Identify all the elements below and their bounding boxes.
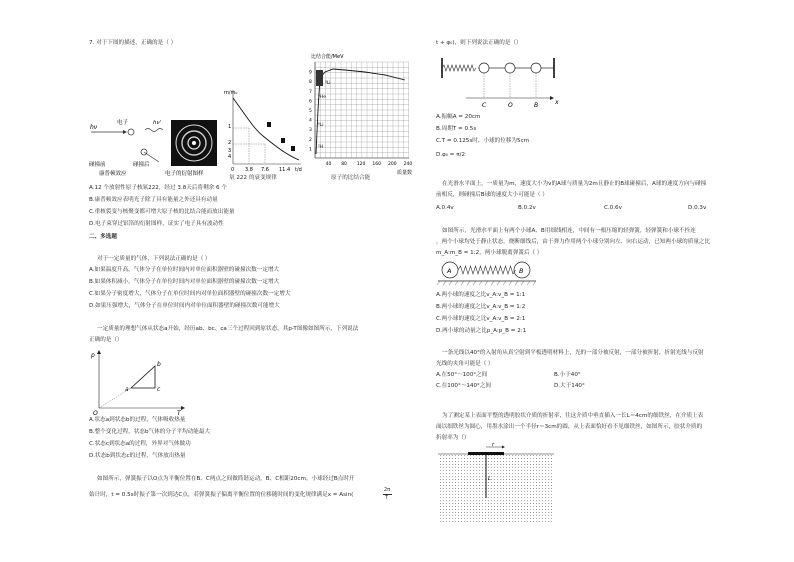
- q11-line1: 在光滑水平面上，一质量为m，速度大小为v的A球与质量为2m且静止的B球碰撞后，A球的速度方向与碰撞: [442, 181, 707, 187]
- medium-block: [438, 454, 554, 524]
- be-xtick-label: 200: [388, 162, 397, 167]
- ball-o: [505, 63, 515, 73]
- ball-c: [479, 63, 489, 73]
- decay-curve: [233, 98, 299, 160]
- x-label: t/d: [295, 167, 302, 173]
- y-tick-4: 4: [228, 154, 232, 160]
- x-tick-0: 0: [231, 167, 235, 173]
- y-tick-3: 3: [228, 148, 232, 154]
- label-before: 碰撞前: [89, 162, 106, 168]
- be-ytick-label: 9: [309, 70, 312, 76]
- y-tick-2: 2: [228, 140, 232, 146]
- be-ytick-label: 7: [309, 89, 312, 95]
- q7-option-d: D.电子束穿过铝箔的衍射图样，证实了电子具有波动性: [89, 221, 224, 227]
- be-xtick-label: 80: [341, 162, 347, 167]
- be-label-li8: ⁸Li: [325, 81, 331, 86]
- label-electron: 电子: [117, 120, 129, 126]
- q9-stem-line2: 正确的是（）: [89, 337, 123, 343]
- label-b: B: [534, 102, 539, 109]
- q10-option-a: A.振幅A = 20cm: [436, 114, 481, 120]
- pt-label-b: b: [157, 361, 161, 368]
- q7-stem: 7. 对于下图的描述，正确的是（ ）: [89, 40, 177, 46]
- be-x-label: 质量数: [397, 170, 413, 176]
- pt-label-p: p: [91, 352, 95, 359]
- be-ytick-label: 6: [309, 99, 312, 105]
- be-xtick-label: 240: [403, 162, 413, 167]
- medium-figure: [436, 442, 558, 526]
- q12-line2: ，两个小球均处于静止状态，烧断细线后，由于弹力作用两个小球分别向左、向右运动，已知两小球的质量之比: [436, 239, 711, 245]
- diffraction-figure: [165, 118, 225, 176]
- x-axis-arrow: [550, 96, 554, 100]
- scattered-photon: [145, 129, 163, 132]
- be-xticks: [326, 161, 413, 167]
- be-y-label: 比结合能/MeV: [311, 54, 344, 60]
- photon-arrow: [123, 130, 127, 134]
- q14-line2: 面以细铁丝为圆心，用墨水涂出一个半径r＝3cm的圆，从上表面恰好看不见细铁丝，如图所示，胶状介质的: [436, 424, 703, 430]
- be-xtick-label: 120: [356, 162, 366, 167]
- q7-option-a: A.12 个放射性原子核氡222，经过 3.8天后将剩余 6 个: [89, 185, 227, 191]
- marker-3: [291, 146, 295, 151]
- caption-binding: 原子的比结合能: [331, 175, 371, 181]
- label-r: r: [492, 442, 495, 448]
- two-balls-figure: [436, 259, 540, 287]
- q12-option-a: A.两小球的速度之比v_A:v_B = 1:1: [436, 292, 526, 298]
- pt-t-arrow: [181, 406, 185, 410]
- q10-frac-num: 2π: [384, 487, 391, 493]
- be-ytick-label: 1: [309, 147, 312, 153]
- electron-path: [144, 152, 159, 162]
- q8-stem: 对于一定质量的气体，下列说法正确的是（ ）: [97, 256, 211, 262]
- section-heading: 二、多选题: [89, 234, 117, 240]
- caption-compton: 康普顿效应: [99, 171, 127, 176]
- be-xtick-label: 160: [372, 162, 381, 167]
- q10-line1: 如图所示，弹簧振子以O点为平衡位置在B、C两点之间做简谐运动，B、C相距20cm，小球经过B点时开: [97, 476, 355, 482]
- pt-label-c: c: [157, 386, 161, 393]
- label-o: O: [508, 102, 513, 109]
- be-label-h2: ²H: [318, 145, 324, 150]
- be-ytick-label: 4: [309, 118, 312, 124]
- compressed-spring: [458, 266, 516, 274]
- spring: [442, 65, 476, 71]
- q14-line1: 为了测定某上表面平整的透明胶状介质的折射率，往这介质中垂直插入一长L＝4cm的细铁丝，在介质上表: [442, 413, 704, 419]
- caption-diffraction: 电子的衍射图样: [165, 171, 204, 176]
- be-ytick-label: 3: [309, 128, 312, 134]
- q10-continuation: t + φ₀)，则下列说法正确的是（）: [436, 40, 522, 46]
- label-ball-b: B: [519, 267, 524, 275]
- q11-line2: 前相反，则碰撞后B球的速度大小可能是（ ）: [436, 192, 548, 198]
- q13-option-a: A.在50°～100°之间: [436, 372, 488, 378]
- q9-option-c: C.状态c到状态a的过程，外界对气体做功: [89, 441, 191, 447]
- label-hv: hν: [90, 124, 98, 131]
- pt-triangle: [131, 366, 155, 388]
- q13-line1: 一条光线以40°的入射角从真空射到平板透明材料上，光的一部分被反射，一部分被折射，折射光线与反射: [442, 350, 704, 356]
- be-yticks: [309, 70, 312, 153]
- x-tick-3: 11.4: [279, 167, 291, 173]
- pt-graph: [89, 348, 189, 416]
- q13-line2: 光线的夹角可能是（ ）: [436, 361, 494, 367]
- q11-option-d: D.0.3v: [688, 205, 707, 211]
- q9-option-b: B.整个变化过程，状态b气体的分子平均动能最大: [89, 429, 211, 435]
- ball-b: [531, 63, 541, 73]
- be-xtick-label: 40: [325, 162, 332, 167]
- center-spot: [192, 141, 196, 145]
- q11-option-b: B.0.2v: [518, 205, 536, 211]
- q11-option-a: A.0.4v: [436, 205, 454, 211]
- binding-energy-figure: [305, 50, 417, 176]
- be-ytick-label: 2: [309, 137, 312, 143]
- label-l: L: [488, 476, 492, 482]
- electron-before: [128, 129, 134, 135]
- spring-oscillator-figure: [436, 52, 566, 110]
- x-tick-2: 7.6: [261, 167, 269, 173]
- q12-line3: m_A:m_B = 1:2，两小球脱离弹簧后（ ）: [436, 250, 543, 256]
- q8-option-d: D.如果压强增大，气体分子在单位时间内对单位面积器壁的碰撞次数可能增大: [89, 303, 280, 309]
- radius-arrow: [502, 446, 505, 449]
- label-c: C: [482, 102, 487, 109]
- q8-option-c: C.如果分子密度增大，气体分子在单位时间内对单位面积器壁的碰撞次数一定增大: [89, 291, 291, 297]
- q9-stem-line1: 一定质量的理想气体从状态a开始，经历ab、bc、ca三个过程回到原状态，其p-T图像如图所示，下列说法: [97, 326, 359, 332]
- q10-frac-den: T: [385, 495, 389, 501]
- q9-option-a: A.状态a到状态b的过程，气体吸收热量: [89, 417, 186, 423]
- be-label-li6: ⁶Li: [318, 123, 324, 128]
- label-hv-prime: hν': [153, 120, 162, 126]
- q11-option-c: C.0.6v: [604, 205, 622, 211]
- marker-1: [267, 122, 271, 127]
- pt-label-t: T: [177, 410, 181, 416]
- be-label-he4: ⁴He: [318, 95, 326, 100]
- q13-option-c: C.在100°～140°之间: [436, 383, 492, 389]
- q9-option-d: D.状态b到状态c的过程，气体放出热量: [89, 453, 186, 459]
- q12-line1: 如图所示，光滑水平面上有两个小球A、B用细线相连，中间有一根压缩的轻弹簧，轻弹簧和小球不拴连: [442, 228, 696, 234]
- q13-option-b: B.小于40°: [554, 372, 581, 378]
- be-inset: [316, 70, 323, 86]
- be-grid: [315, 62, 409, 158]
- be-ytick-label: 8: [309, 80, 312, 86]
- be-ytick-label: 5: [309, 109, 312, 114]
- q10-option-b: B.周期T = 0.5s: [436, 126, 477, 132]
- q7-option-b: B.康普顿效应表明光子除了具有能量之外还具有动量: [89, 197, 218, 203]
- q10-option-c: C.T = 0.125s时，小球的位移为5cm: [436, 138, 530, 144]
- ground-hatch: [437, 281, 536, 285]
- pt-p-arrow: [97, 350, 101, 354]
- y-label: m/m₀: [224, 90, 238, 96]
- x-tick-1: 3.8: [245, 167, 253, 173]
- q7-option-c: C.重核裂变与核聚变都可增大原子核的比结合能而放出能量: [89, 209, 235, 215]
- q12-option-b: B.两小球的速度之比v_A:v_B = 1:2: [436, 304, 526, 310]
- y-tick-1: 1: [228, 124, 232, 130]
- pt-label-o: O: [93, 410, 98, 416]
- caption-radon: 氡 222 的衰变规律: [229, 175, 277, 181]
- radon-decay-figure: [223, 84, 305, 176]
- q8-option-a: A.如果温度升高，气体分子在单位时间内对单位面积器壁的碰撞次数一定增大: [89, 267, 280, 273]
- q10-line2: 始计时，t = 0.5s时振子第一次到达C点，若弹簧振子偏离平衡位置的位移随时间的变化规律满足x = Asin(: [89, 492, 354, 498]
- label-x: x: [555, 99, 559, 106]
- label-ball-a: A: [447, 267, 452, 275]
- label-after: 碰撞后: [133, 162, 150, 168]
- q13-option-d: D.大于140°: [554, 383, 585, 389]
- q12-option-d: D.两小球的动量之比p_A:p_B = 2:1: [436, 328, 527, 334]
- pt-label-a: a: [125, 386, 129, 393]
- compton-figure: [87, 112, 167, 176]
- marker-2: [281, 138, 285, 143]
- q12-option-c: C.两小球的速度之比v_A:v_B = 2:1: [436, 316, 526, 322]
- q8-option-b: B.如果体积减小，气体分子在单位时间内对单位面积器壁的碰撞次数一定增大: [89, 279, 280, 285]
- q10-option-d: D.φ₀ = π/2: [436, 152, 466, 158]
- q14-line3: 折射率为（）: [436, 435, 470, 441]
